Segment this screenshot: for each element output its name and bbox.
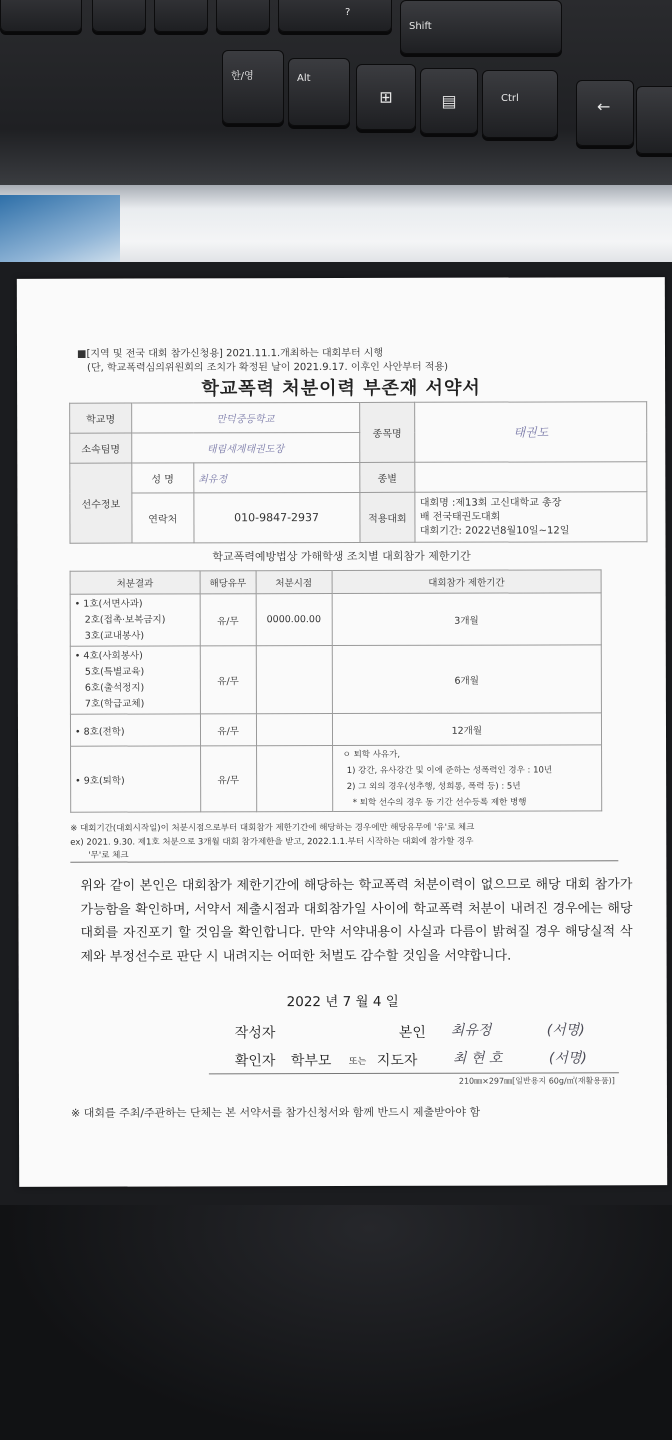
limit-line: ㅇ 퇴학 사유가,	[342, 749, 401, 760]
applies-cell: 유/무	[200, 714, 256, 746]
paper-spec: 210㎜×297㎜[일반용지 60g/㎡(재활용품)]	[458, 1076, 615, 1086]
self-label: 본인	[398, 1024, 426, 1041]
table-row	[71, 745, 602, 812]
contest-period: 대회기간: 2022년8월10일~12일	[419, 524, 570, 537]
result-cell	[70, 594, 200, 646]
self-signature: 최유정	[450, 1022, 492, 1039]
contest-name-cont: 배 전국태권도대회	[419, 511, 501, 523]
date-cell: 0000.00.00	[256, 594, 332, 646]
disciplinary-table	[70, 569, 603, 812]
key-u	[154, 0, 208, 32]
applied-contest-label: 적용대회	[359, 492, 415, 542]
pledge-document	[17, 277, 667, 1187]
info-table	[69, 401, 647, 544]
signature-divider	[209, 1072, 619, 1074]
key-t	[0, 0, 82, 32]
category-label: 종별	[359, 462, 415, 492]
event-value: 태권도	[415, 402, 647, 463]
confirm-label: 확인자	[234, 1053, 276, 1070]
bottom-note: ※ 대회를 주최/주관하는 단체는 본 서약서를 참가신청서와 함께 반드시 제출받아야 함	[70, 1105, 481, 1120]
limit-cell: 12개월	[332, 713, 601, 746]
key-alt: Alt	[288, 58, 350, 126]
lap-background	[0, 1205, 672, 1440]
category-value	[415, 462, 647, 493]
name-value: 최유정	[194, 462, 360, 492]
item: 7호(학급교체)	[84, 698, 145, 710]
contact-label: 연락처	[132, 493, 194, 543]
team-label: 소속팀명	[70, 433, 132, 463]
key-y	[92, 0, 146, 32]
header-limit: 대회참가 제한기간	[332, 570, 601, 594]
coach-label: 지도자	[376, 1052, 418, 1069]
limit-line: * 퇴학 선수의 경우 동 기간 선수등록 제한 병행	[352, 797, 527, 808]
header-applies: 해당유무	[200, 571, 256, 594]
player-info-label: 선수정보	[70, 463, 132, 543]
parent-label: 학부모	[290, 1053, 332, 1070]
school-value: 만덕중등학교	[132, 402, 360, 433]
limit-cell: 6개월	[332, 645, 602, 714]
date-cell	[256, 646, 332, 714]
applied-contest-value	[415, 492, 647, 543]
key-ctrl: Ctrl	[482, 70, 558, 138]
date-cell	[256, 714, 332, 746]
item: 3호(교내봉사)	[84, 630, 145, 642]
limit-cell	[332, 745, 602, 812]
key-i	[216, 0, 270, 32]
date-cell	[256, 746, 332, 812]
footnote-2: ex) 2021. 9.30. 제1호 처분으로 3개월 대회 참가제한을 받고, 2022.1.1.부터 시작하는 대회에 참가할 경우	[70, 836, 474, 848]
limit-line: 2) 그 외의 경우(성추행, 성희롱, 폭력 등) : 5년	[346, 781, 521, 792]
keyboard	[0, 0, 672, 185]
document-title: 학교폭력 처분이력 부존재 서약서	[201, 377, 481, 400]
item: 2호(접촉·보복금지)	[84, 613, 166, 626]
header-date: 처분시점	[256, 571, 332, 594]
table-row	[70, 593, 601, 646]
signing-date: 2022 년 7 월 4 일	[286, 993, 399, 1011]
result-cell: • 9호(퇴학)	[71, 746, 201, 812]
limit-line: 1) 강간, 유사강간 및 이에 준하는 성폭력인 경우 : 10년	[346, 764, 553, 776]
item: • 4호(사회봉사)	[74, 650, 143, 662]
team-value: 태림세계태권도장	[132, 432, 360, 463]
notice-line-1: ■[지역 및 전국 대회 참가신청용] 2021.11.1.개최하는 대회부터 시행	[76, 347, 384, 360]
result-cell	[70, 646, 200, 714]
windows-key-icon: ⊞	[356, 64, 416, 130]
divider	[70, 860, 618, 862]
key-left: ←	[576, 80, 634, 146]
item: 6호(출석정지)	[84, 682, 145, 694]
or-label: 또는	[348, 1056, 367, 1067]
coach-signature: 최 현 호	[452, 1050, 503, 1067]
contest-name: 대회명 :제13회 고신대학교 총장	[419, 496, 562, 509]
table-row	[70, 645, 601, 714]
disciplinary-subtitle: 학교폭력예방법상 가해학생 조치별 대회참가 제한기간	[212, 549, 471, 564]
self-seal: (서명)	[546, 1022, 585, 1039]
applies-cell: 유/무	[200, 594, 256, 646]
footnote-3: '무'로 체크	[88, 850, 129, 861]
result-cell: • 8호(전학)	[70, 714, 200, 746]
name-label: 성 명	[132, 463, 194, 493]
applies-cell: 유/무	[200, 646, 256, 714]
applies-cell: 유/무	[200, 746, 256, 812]
event-label: 종목명	[359, 402, 415, 462]
item: • 1호(서면사과)	[74, 598, 143, 610]
table-row	[70, 713, 601, 746]
menu-key-icon: ▤	[420, 68, 478, 134]
key-hanyoung: 한/영	[222, 50, 284, 124]
header-result: 처분결과	[70, 571, 200, 594]
limit-cell: 3개월	[332, 593, 602, 646]
contact-value: 010-9847-2937	[194, 492, 360, 542]
notice-line-2: (단, 학교폭력심의위원회의 조치가 확정된 날이 2021.9.17. 이후인 사안부터 적용)	[87, 361, 449, 374]
footnote-1: ※ 대회기간(대회시작일)이 처분시점으로부터 대회참가 제한기간에 해당하는 경우에만 해당유무에 '유'로 체크	[70, 822, 475, 834]
author-label: 작성자	[234, 1025, 276, 1042]
coach-seal: (서명)	[548, 1050, 587, 1067]
key-question: ?	[278, 0, 392, 32]
key-shift: Shift	[400, 0, 562, 54]
key-down	[636, 86, 672, 154]
item: 5호(특별교육)	[84, 666, 145, 678]
pledge-text: 위와 같이 본인은 대회참가 제한기간에 해당하는 학교폭력 처분이력이 없으므로 해당 대회 참가가 가능함을 확인하며, 서약서 제출시점과 대회참가일 사이에 학교폭력 처분이 내려진 경우에는 해당대회를 자진포기 할 것임을 확인합니다. 만약 서약내용이 사실과 다름이 밝혀질 경우 해당실적 삭제와 부정선수로 판단 시 내려지는 어떠한 처벌도 감수할 것임을 서약합니다.	[80, 877, 633, 965]
school-label: 학교명	[70, 403, 132, 433]
